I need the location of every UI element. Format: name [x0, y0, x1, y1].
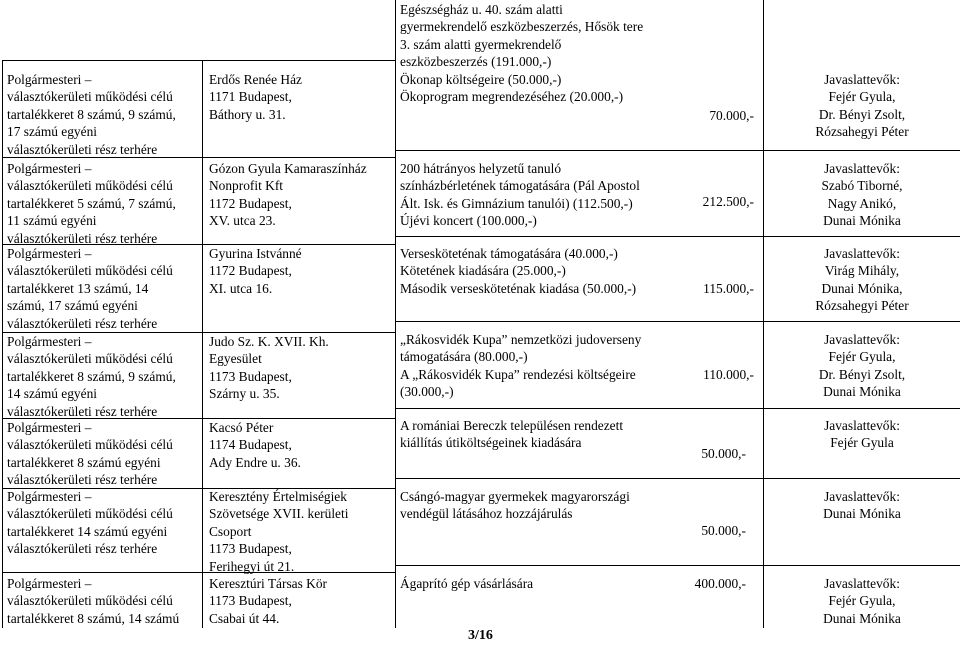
amount-cell: 50.000,- [701, 523, 746, 538]
description-cell: Ágaprító gép vásárlására [400, 576, 534, 591]
page-number: 3/16 [468, 628, 493, 643]
row-divider [395, 236, 960, 237]
proposers-cell: Javaslattevők: Virág Mihály, Dunai Mónika, Rózsahegyi Péter [815, 246, 909, 314]
row-divider [395, 321, 960, 322]
purpose-cell: Polgármesteri – választókerületi működési célú tartalékkeret 5 számú, 7 számú, 11 számú egyéni választókerületi rész terhére [7, 161, 176, 246]
proposers-cell: Javaslattevők: Fejér Gyula, Dr. Bényi Zsolt, Rózsahegyi Péter [815, 72, 909, 140]
description-cell: „Rákosvidék Kupa” nemzetközi judoverseny támogatására (80.000,-) A „Rákosvidék Kupa” rendezési költségeire (30.000,-) [400, 332, 642, 400]
purpose-cell: Polgármesteri – választókerületi működési célú tartalékkeret 8 számú egyéni választókerületi rész terhére [7, 420, 173, 488]
recipient-cell: Kacsó Péter 1174 Budapest, Ady Endre u. 36. [209, 420, 301, 470]
amount-cell: 70.000,- [709, 108, 754, 123]
row-divider [2, 60, 396, 61]
purpose-cell: Polgármesteri – választókerületi működési célú tartalékkeret 8 számú, 9 számú, 17 számú egyéni választókerületi rész terhére [7, 72, 176, 157]
row-divider [395, 150, 960, 151]
recipient-cell: Erdős Renée Ház 1171 Budapest, Báthory u. 31. [209, 72, 302, 122]
proposers-cell: Javaslattevők: Fejér Gyula, Dunai Mónika [823, 576, 901, 626]
amount-cell: 212.500,- [702, 194, 754, 209]
amount-cell: 110.000,- [703, 367, 754, 382]
purpose-cell: Polgármesteri – választókerületi működési célú tartalékkeret 8 számú, 14 számú [7, 576, 180, 626]
proposers-cell: Javaslattevők: Fejér Gyula, Dr. Bényi Zsolt, Dunai Mónika [818, 332, 906, 400]
row-divider [395, 565, 960, 566]
column-divider [202, 60, 203, 628]
proposers-cell: Javaslattevők: Fejér Gyula [824, 418, 900, 451]
description-cell: Egészségház u. 40. szám alatti gyermekrendelő eszközbeszerzés, Hősök tere 3. szám alatti gyermekrendelő eszközbeszerzés (191.000,-) Ökonap költségeire (50.000,-) Ökoprogram megrendezéséhez (20.000,-) [400, 2, 644, 105]
recipient-cell: Keresztény Értelmiségiek Szövetsége XVII. kerületi Csoport 1173 Budapest, Ferihegyi út 21. [209, 489, 349, 574]
description-cell: Versesköteténak támogatására (40.000,-) Kötetének kiadására (25.000,-) Második versesköteténak kiadása (50.000,-) [400, 246, 637, 296]
column-divider [2, 60, 3, 628]
recipient-cell: Gózon Gyula Kamaraszínház Nonprofit Kft 1172 Budapest, XV. utca 23. [209, 161, 367, 229]
recipient-cell: Judo Sz. K. XVII. Kh. Egyesület 1173 Budapest, Szárny u. 35. [209, 334, 329, 402]
row-divider [395, 408, 960, 409]
amount-cell: 115.000,- [703, 281, 754, 296]
purpose-cell: Polgármesteri – választókerületi működési célú tartalékkeret 14 számú egyéni választókerületi rész terhére [7, 489, 173, 557]
column-divider [395, 0, 396, 628]
row-divider [395, 478, 960, 479]
purpose-cell: Polgármesteri – választókerületi működési célú tartalékkeret 13 számú, 14 számú, 17 számú egyéni választókerületi rész terhére [7, 246, 173, 331]
proposers-cell: Javaslattevők: Szabó Tiborné, Nagy Anikó, Dunai Mónika [821, 161, 903, 229]
recipient-cell: Keresztúri Társas Kör 1173 Budapest, Csabai út 44. [209, 576, 327, 626]
description-cell: Csángó-magyar gyermekek magyarországi vendégül látásához hozzájárulás [400, 489, 630, 522]
proposers-cell: Javaslattevők: Dunai Mónika [823, 489, 901, 522]
description-cell: 200 hátrányos helyzetű tanuló színházbérletének támogatására (Pál Apostol Ált. Isk. és Gimnázium tanulói) (112.500,-) Újévi koncert (100.000,-) [400, 161, 640, 229]
recipient-cell: Gyurina Istvánné 1172 Budapest, XI. utca 16. [209, 246, 302, 296]
purpose-cell: Polgármesteri – választókerületi működési célú tartalékkeret 8 számú, 9 számú, 14 számú egyéni választókerületi rész terhére [7, 334, 176, 419]
description-cell: A romániai Bereczk településen rendezett kiállítás útiköltségeinek kiadására [400, 418, 624, 451]
amount-cell: 50.000,- [701, 446, 746, 461]
amount-cell: 400.000,- [694, 576, 746, 591]
